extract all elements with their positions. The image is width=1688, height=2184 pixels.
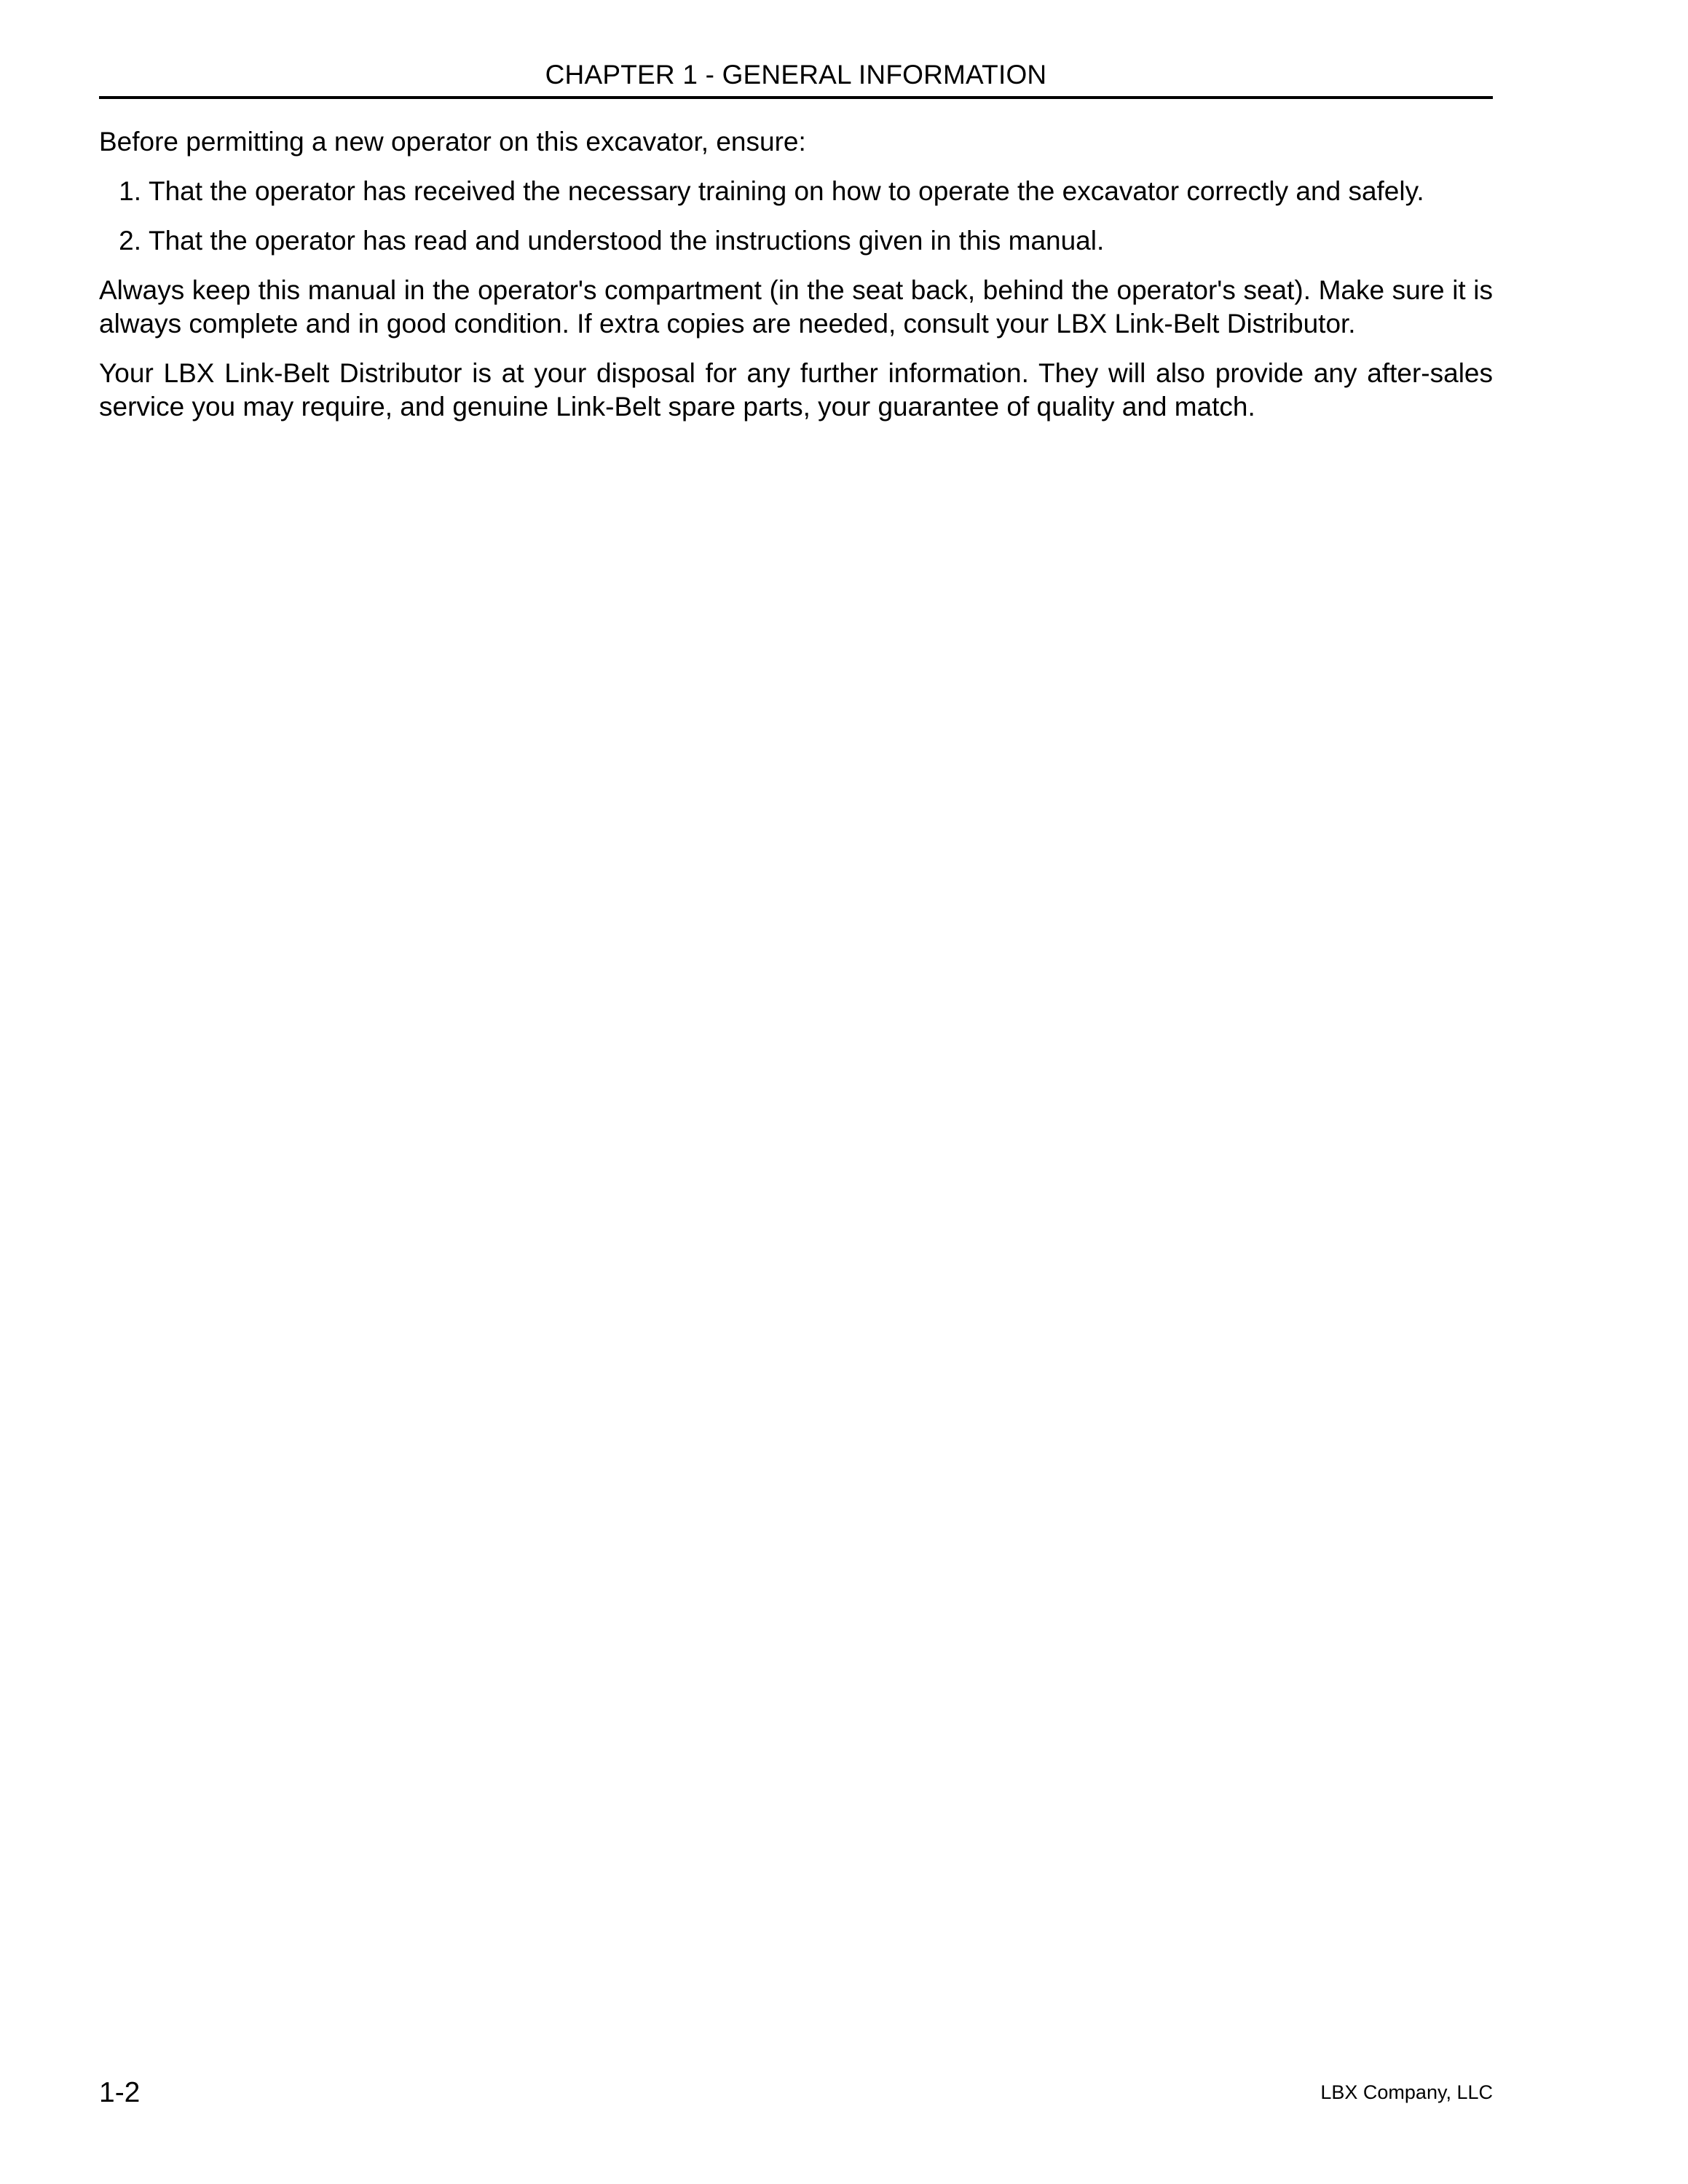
chapter-header: CHAPTER 1 - GENERAL INFORMATION <box>545 60 1047 90</box>
distributor-paragraph: Your LBX Link-Belt Distributor is at your disposal for any further information. They will also provide any after-sales service you may require, and genuine Link-Belt spare parts, your guarantee of quality and match. <box>99 358 1493 422</box>
page-number: 1-2 <box>99 2077 141 2108</box>
company-name: LBX Company, LLC <box>1320 2081 1493 2103</box>
intro-paragraph: Before permitting a new operator on this excavator, ensure: <box>99 127 806 157</box>
list-item-text: That the operator has read and understood the instructions given in this manual. <box>149 226 1105 256</box>
list-item-number: 1. <box>119 176 141 206</box>
list-item <box>99 224 1493 258</box>
list-item <box>99 175 1493 208</box>
list-item-text: That the operator has received the necessary training on how to operate the excavator correctly and safely. <box>149 176 1424 206</box>
header-rule <box>99 96 1493 99</box>
manual-storage-paragraph: Always keep this manual in the operator's compartment (in the seat back, behind the operator's seat). Make sure it is always complete and in good condition. If extra copies are needed, consult your LBX Link-Belt Distributor. <box>99 275 1493 339</box>
list-item-number: 2. <box>119 226 141 256</box>
